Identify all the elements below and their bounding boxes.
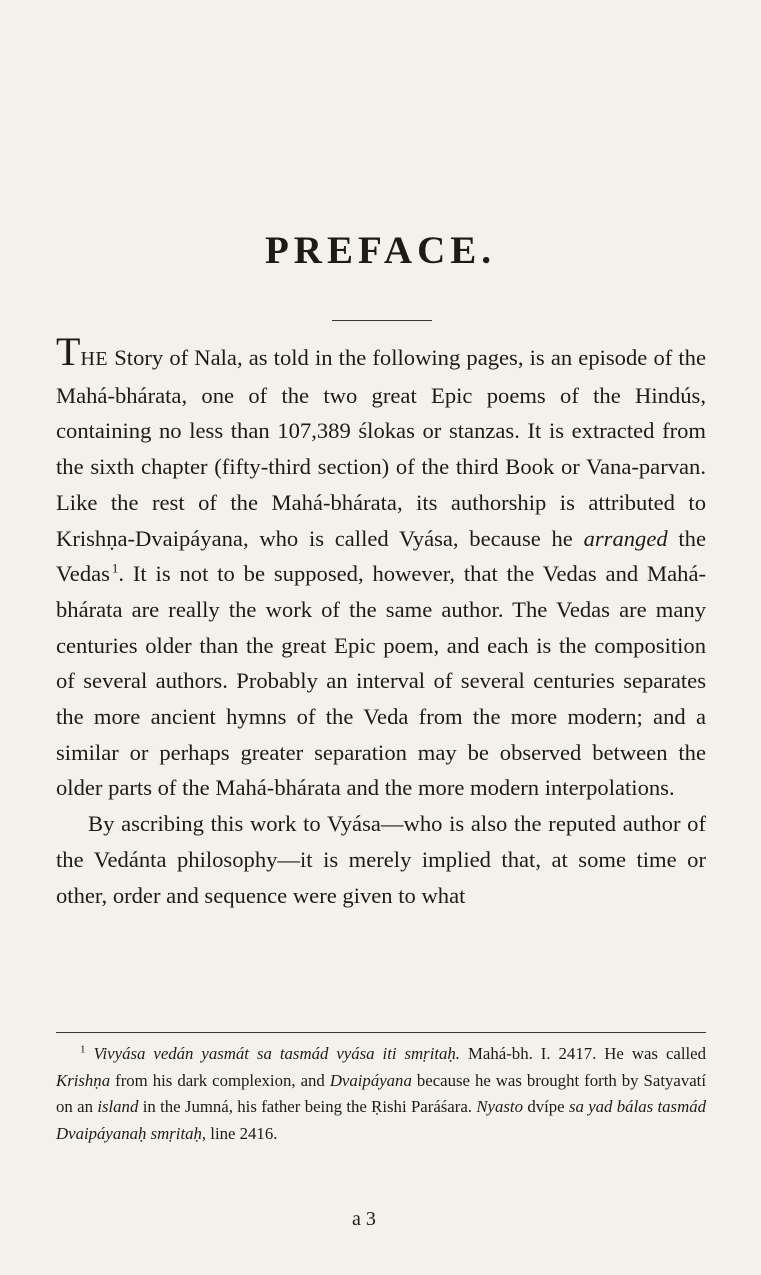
paragraph-2: By ascribing this work to Vyása—who is also the reputed author of the Vedánta philosophy—it is merely implied that, at some time or other, order and sequence were given to what — [56, 811, 706, 908]
footnote-emphasis-island: island — [97, 1097, 139, 1116]
drop-cap: T — [56, 329, 81, 374]
paragraph-1-text-b: the Vedas — [56, 525, 706, 587]
body-text — [56, 329, 706, 913]
footnote-quote-2: sa yad bálas tasmád Dvaipáyanaḥ smṛitaḥ, — [56, 1097, 706, 1143]
paragraph-1 — [56, 329, 706, 806]
small-caps: HE — [80, 348, 109, 370]
footnote-emphasis-krishna: Krishṇa — [56, 1070, 111, 1090]
footnote — [56, 1041, 706, 1147]
signature-mark: a 3 — [352, 1208, 376, 1230]
footnote-quote-1: Vivyása vedán yasmát sa tasmád vyása iti smṛitaḥ. — [93, 1044, 461, 1063]
footnote-reference: 1 — [111, 560, 119, 576]
paragraph-1-text-a: Story of Nala, as told in the following pages, is an episode of the Mahá-bhárata, one of the two great Epic poems of the Hindús, containing no less than 107,389 ślokas or stanzas. It is extracted from the sixth chapter (fifty-third section) of the third Book or Vana-parvan. Like the rest of the Mahá-bhárata, its authorship is attributed to Krishṇa-Dvaipáyana, who is called Vyása, because he — [56, 345, 706, 551]
footnote-text-1: Mahá-bh. I. 2417. He was called — [460, 1044, 707, 1063]
footnote-text-4: in the Jumná, his father being the Ṛishi Paráśara. — [138, 1097, 477, 1116]
footnote-text-3: because he was brought forth by Satyavatí on an — [56, 1070, 706, 1116]
footnote-emphasis-nyasto: Nyasto — [476, 1097, 523, 1116]
footnote-rule — [56, 1032, 706, 1033]
footnote-text-6: line 2416. — [206, 1123, 278, 1143]
footnote-marker: 1 — [80, 1043, 86, 1056]
footnote-text-5: dvípe — [522, 1097, 569, 1116]
footnote-emphasis-dvaipayana: Dvaipáyana — [329, 1070, 412, 1090]
footnote-text-2: from his dark complexion, and — [110, 1070, 330, 1090]
title-rule — [332, 320, 432, 321]
paragraph-1-text-c: . It is not to be supposed, however, that the Vedas and Mahá-bhárata are really the work of the same author. The Vedas are many centuries older than the great Epic poem, and each is the composition of several authors. Probably an interval of several centuries separates the more ancient hymns of the Veda from the more modern; and a similar or perhaps greater separation may be observed between the older parts of the Mahá-bhárata and the more modern interpolations. — [56, 561, 706, 801]
emphasis-arranged: arranged — [583, 525, 668, 551]
page-title: PREFACE. — [264, 229, 497, 272]
footnote-text — [56, 1041, 706, 1147]
